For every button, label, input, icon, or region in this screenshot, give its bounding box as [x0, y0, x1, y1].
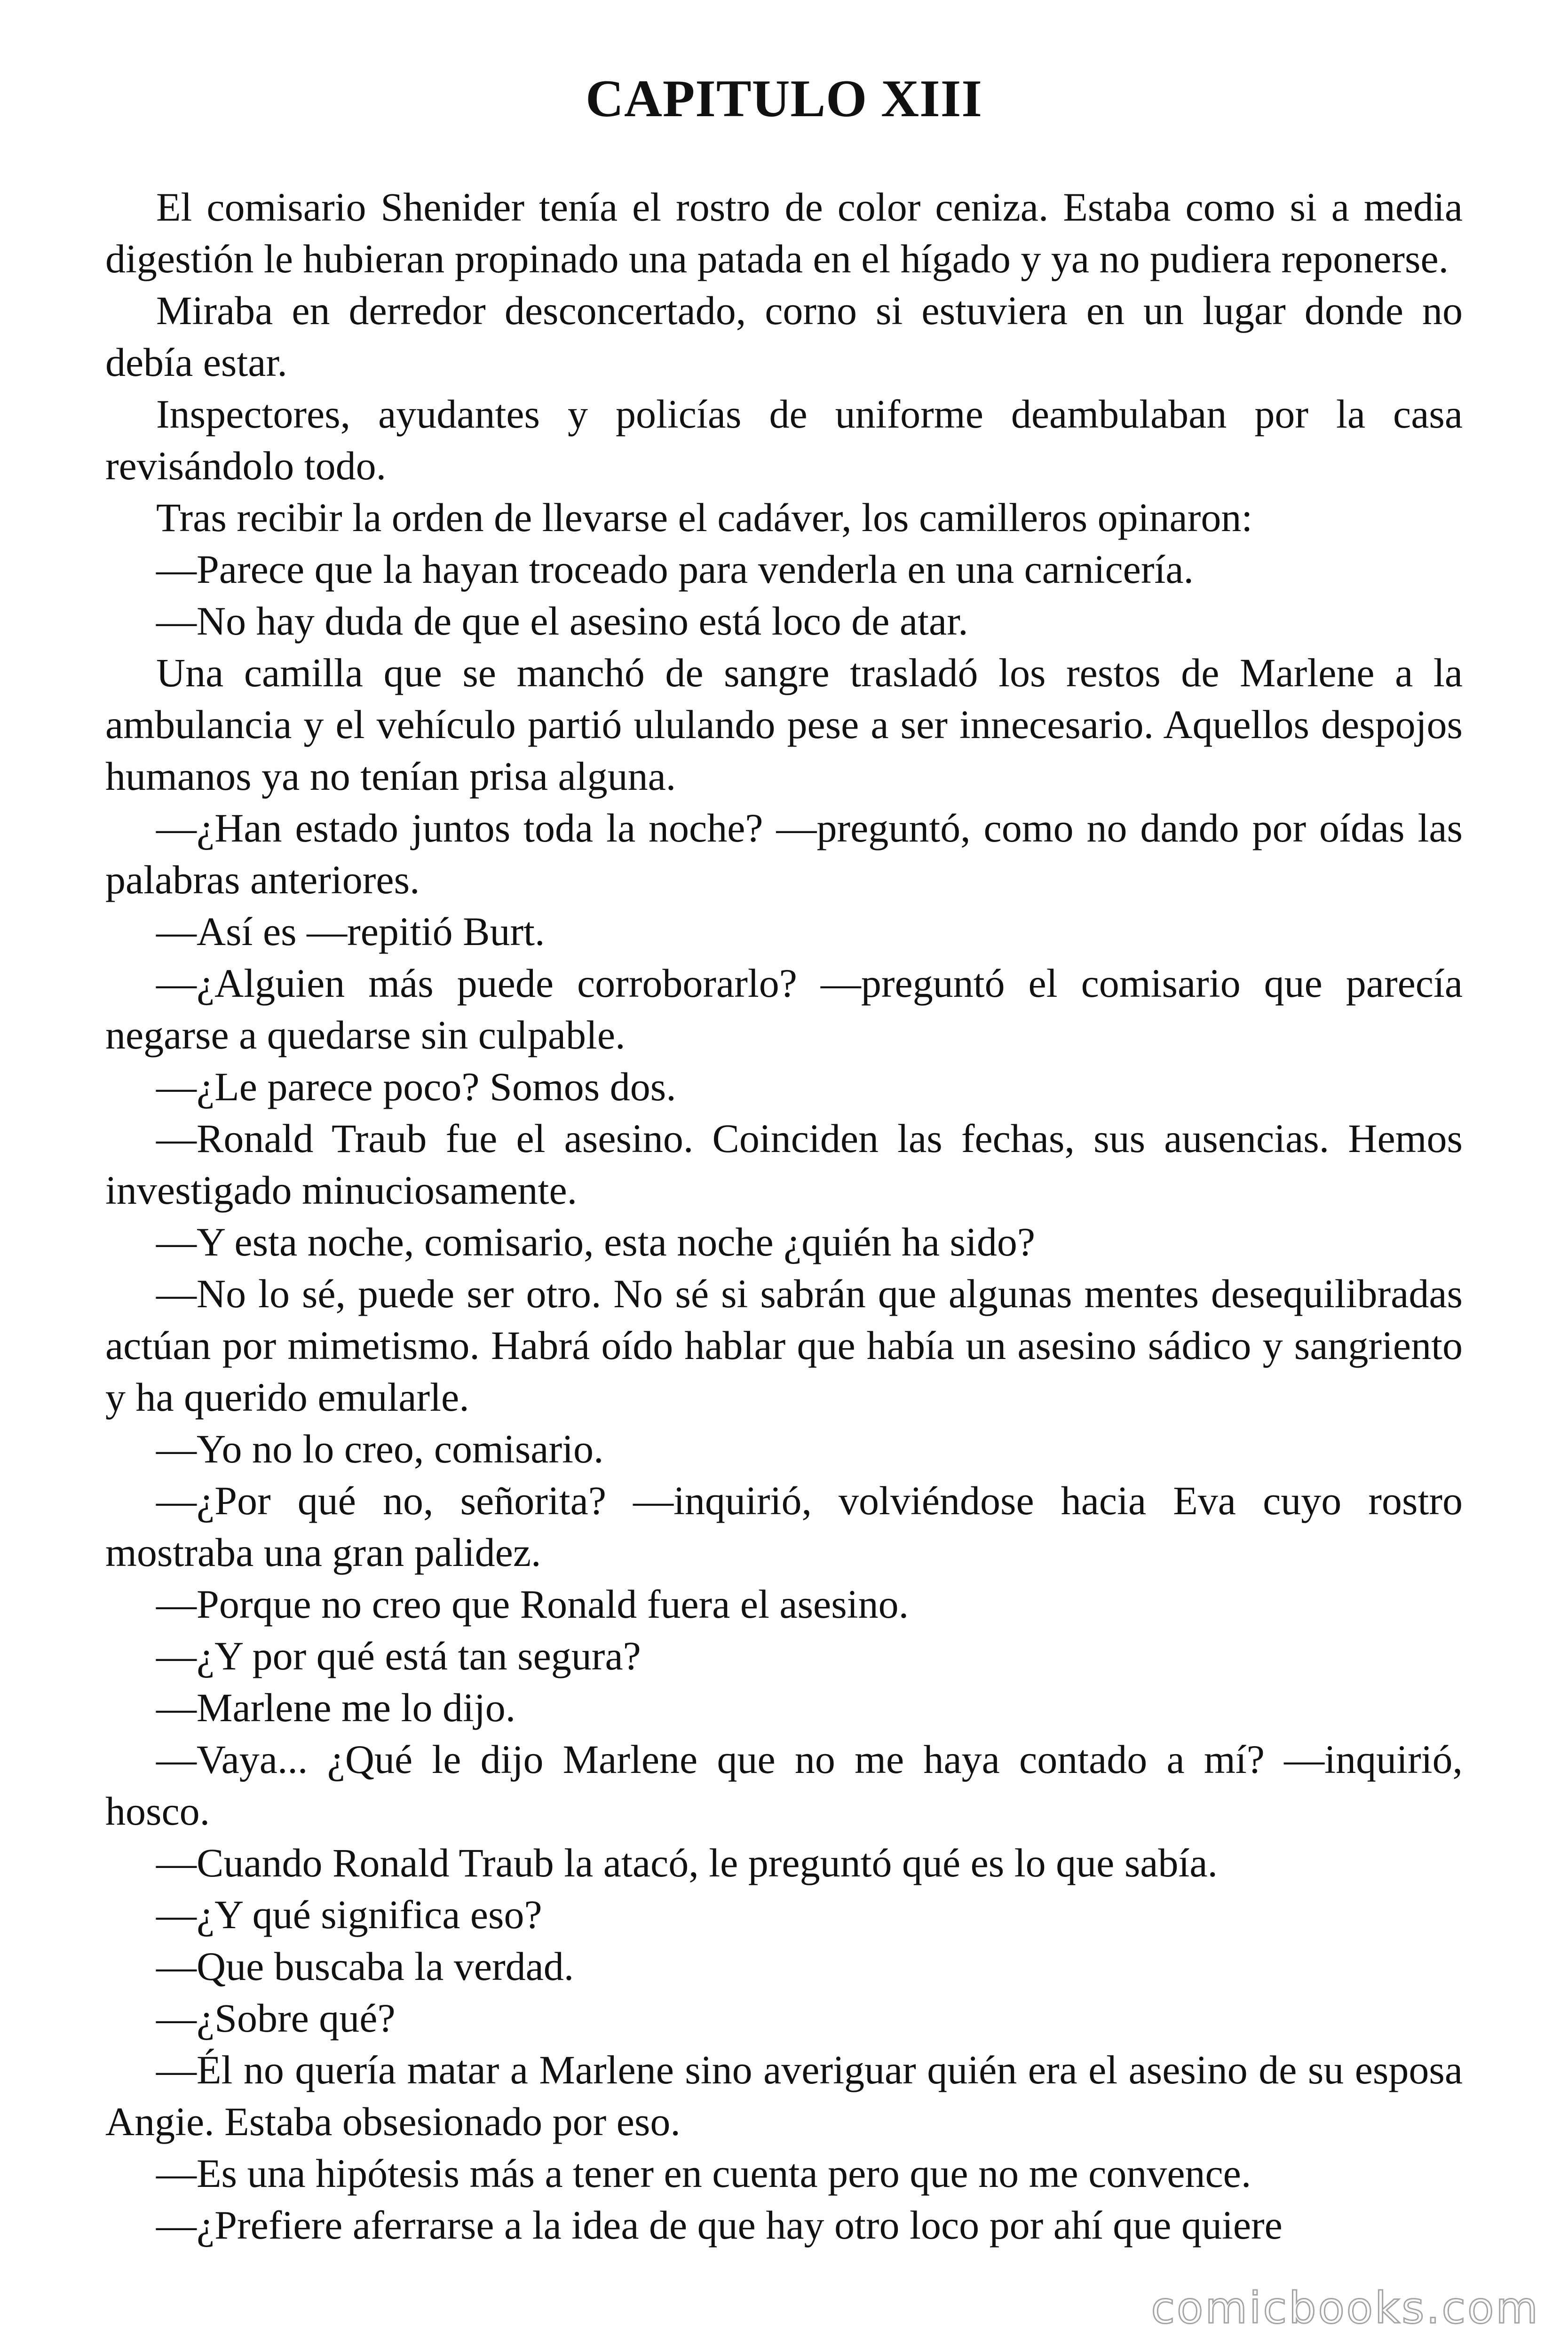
dialogue-line: —No lo sé, puede ser otro. No sé si sabrán que algunas mentes desequilibradas actúan por mimetismo. Habrá oído hablar que había un asesino sádico y sangriento y ha querido emularle.: [105, 1271, 1463, 1420]
paragraph: Tras recibir la orden de llevarse el cadáver, los camilleros opinaron:: [156, 495, 1253, 540]
dialogue-line: —¿Alguien más puede corroborarlo? —preguntó el comisario que parecía negarse a quedarse sin culpable.: [105, 961, 1463, 1057]
paragraph: Una camilla que se manchó de sangre trasladó los restos de Marlene a la ambulancia y el vehículo partió ululando pese a ser innecesario. Aquellos despojos humanos ya no tenían prisa alguna.: [105, 650, 1463, 799]
dialogue-line: —Así es —repitió Burt.: [156, 909, 545, 954]
dialogue-line: —Porque no creo que Ronald fuera el asesino.: [156, 1581, 909, 1627]
paragraph: Miraba en derredor desconcertado, corno si estuviera en un lugar donde no debía estar.: [105, 288, 1463, 385]
dialogue-line: —¿Han estado juntos toda la noche? —preguntó, como no dando por oídas las palabras anteriores.: [105, 805, 1463, 902]
dialogue-line: —Marlene me lo dijo.: [156, 1685, 516, 1730]
dialogue-line: —Y esta noche, comisario, esta noche ¿quién ha sido?: [156, 1219, 1036, 1264]
dialogue-line: —Él no quería matar a Marlene sino averiguar quién era el asesino de su esposa Angie. Estaba obsesionado por eso.: [105, 2047, 1463, 2144]
dialogue-line: —Que buscaba la verdad.: [156, 1944, 574, 1989]
dialogue-line: —¿Prefiere aferrarse a la idea de que hay otro loco por ahí que quiere: [156, 2202, 1283, 2248]
dialogue-line: —¿Por qué no, señorita? —inquirió, volviéndose hacia Eva cuyo rostro mostraba una gran palidez.: [105, 1478, 1463, 1575]
dialogue-line: —Parece que la hayan troceado para venderla en una carnicería.: [156, 547, 1194, 592]
dialogue-line: —Vaya... ¿Qué le dijo Marlene que no me haya contado a mí? —inquirió, hosco.: [105, 1737, 1463, 1834]
dialogue-line: —¿Le parece poco? Somos dos.: [156, 1064, 676, 1109]
dialogue-line: —¿Sobre qué?: [156, 1995, 396, 2041]
dialogue-line: —¿Y qué significa eso?: [156, 1892, 542, 1937]
dialogue-line: —Yo no lo creo, comisario.: [156, 1426, 604, 1471]
dialogue-line: —Ronald Traub fue el asesino. Coinciden las fechas, sus ausencias. Hemos investigado minuciosamente.: [105, 1116, 1463, 1213]
paragraph: Inspectores, ayudantes y policías de uniforme deambulaban por la casa revisándolo todo.: [105, 391, 1463, 488]
chapter-title: CAPITULO XIII: [586, 70, 982, 128]
dialogue-line: —Cuando Ronald Traub la atacó, le preguntó qué es lo que sabía.: [156, 1840, 1218, 1885]
dialogue-line: —¿Y por qué está tan segura?: [156, 1633, 641, 1678]
chapter-body: [105, 181, 1463, 2251]
dialogue-line: —Es una hipótesis más a tener en cuenta pero que no me convence.: [156, 2151, 1251, 2196]
watermark: comicbooks.com: [1151, 2283, 1540, 2333]
dialogue-line: —No hay duda de que el asesino está loco de atar.: [156, 598, 968, 644]
paragraph: El comisario Shenider tenía el rostro de color ceniza. Estaba como si a media digestión le hubieran propinado una patada en el hígado y ya no pudiera reponerse.: [105, 184, 1463, 281]
